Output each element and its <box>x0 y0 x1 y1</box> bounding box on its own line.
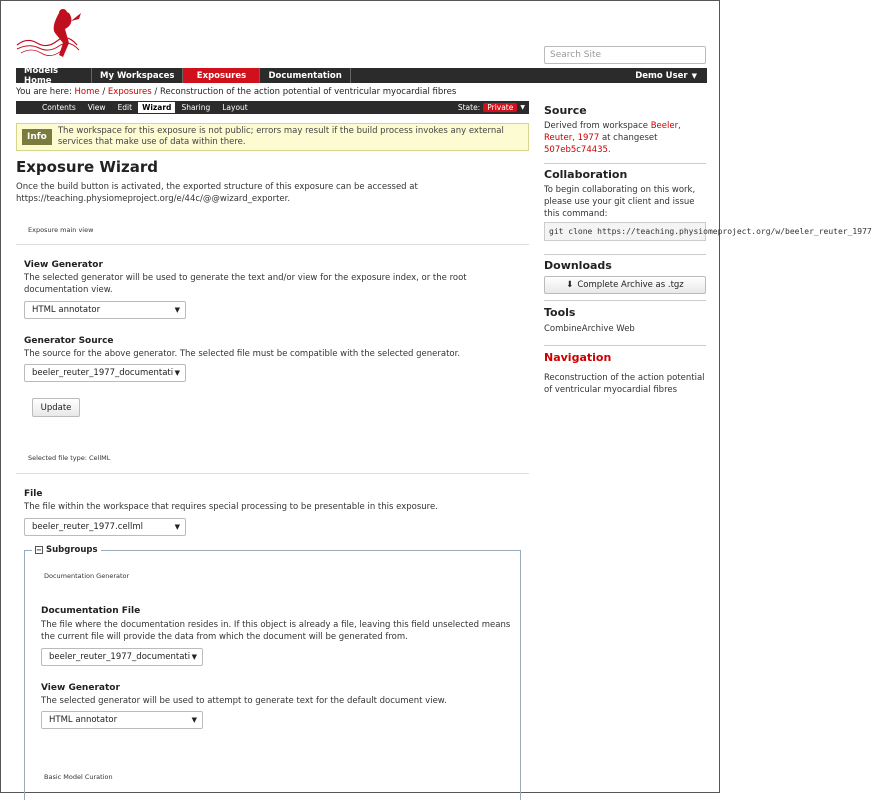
sub-view-generator-select[interactable] <box>41 711 203 729</box>
nav-documentation[interactable]: Documentation <box>260 68 350 83</box>
download-archive-button[interactable] <box>544 276 706 294</box>
chevron-down-icon: ▼ <box>174 369 180 377</box>
user-menu-label: Demo User <box>635 70 688 81</box>
update-button[interactable]: Update <box>32 398 80 417</box>
divider <box>16 244 529 245</box>
generator-source-select[interactable] <box>24 364 186 382</box>
divider <box>544 345 706 346</box>
divider <box>16 473 529 474</box>
source-changeset-link[interactable]: 507eb5c74435. <box>544 145 611 155</box>
breadcrumb-exposures[interactable]: Exposures <box>107 87 152 97</box>
search-input[interactable]: Search Site <box>544 46 706 64</box>
curation-label: Basic Model Curation <box>44 773 113 781</box>
file-desc: The file within the workspace that requires special processing to be presentable in this exposure. <box>24 502 438 512</box>
divider <box>544 254 706 255</box>
tab-edit[interactable]: Edit <box>117 103 133 112</box>
tab-view[interactable]: View <box>87 103 106 112</box>
doc-file-select[interactable] <box>41 648 203 666</box>
tools-heading: Tools <box>544 306 576 319</box>
tab-layout[interactable]: Layout <box>222 103 248 112</box>
selected-file-type: Selected file type: CellML <box>28 454 111 462</box>
sub-view-generator-value: HTML annotator <box>49 715 118 725</box>
info-message <box>16 123 529 151</box>
collaboration-text: To begin collaborating on this work, please use your git client and issue this command: <box>544 185 696 219</box>
sub-view-generator-title: View Generator <box>41 683 120 693</box>
caret-down-icon: ▼ <box>520 104 525 111</box>
generator-source-value: beeler_reuter_1977_documentati <box>32 368 174 378</box>
source-heading: Source <box>544 104 587 117</box>
file-select[interactable] <box>24 518 186 536</box>
wizard-intro-text: Once the build button is activated, the exported structure of this exposure can be accessed at <box>16 182 418 192</box>
breadcrumb-sep: / <box>102 87 106 97</box>
subgroups-toggle[interactable] <box>32 545 101 555</box>
view-generator-select[interactable] <box>24 301 186 319</box>
file-title: File <box>24 489 43 499</box>
physiome-logo[interactable] <box>15 7 85 63</box>
doc-file-title: Documentation File <box>41 606 141 616</box>
doc-file-desc: The file where the documentation resides in. If this object is already a file, leaving this field unselected means the current file will provide the data from which the document will be generated from. <box>41 620 511 642</box>
navigation-heading: Navigation <box>544 351 612 364</box>
breadcrumb-current: Reconstruction of the action potential of ventricular myocardial fibres <box>159 87 457 97</box>
nav-my-workspaces[interactable]: My Workspaces <box>92 68 183 83</box>
source-text-2: at changeset <box>601 133 658 143</box>
collaboration-heading: Collaboration <box>544 168 628 181</box>
nav-exposures[interactable]: Exposures <box>183 68 260 83</box>
source-workspace-link[interactable]: Beeler, Reuter, 1977 <box>544 121 681 143</box>
content-tabs <box>16 101 529 114</box>
downloads-heading: Downloads <box>544 259 612 272</box>
chevron-down-icon: ▼ <box>174 523 180 531</box>
state-label: State: <box>457 103 481 112</box>
main-view-label: Exposure main view <box>28 226 94 234</box>
view-generator-title: View Generator <box>24 260 103 270</box>
tab-sharing[interactable]: Sharing <box>181 103 211 112</box>
wizard-intro <box>16 181 529 205</box>
file-value: beeler_reuter_1977.cellml <box>32 522 144 532</box>
download-archive-label: Complete Archive as .tgz <box>577 280 684 290</box>
state-badge: Private <box>483 103 517 112</box>
chevron-down-icon: ▼ <box>174 306 180 314</box>
state-menu[interactable] <box>458 103 529 112</box>
source-text-1: Derived from workspace <box>544 121 648 131</box>
generator-source-title: Generator Source <box>24 336 114 346</box>
tab-contents[interactable]: Contents <box>42 103 76 112</box>
git-clone-command[interactable]: git clone https://teaching.physiomeproject.org/w/beeler_reuter_1977 <box>544 222 706 241</box>
user-menu[interactable] <box>627 68 707 83</box>
subgroups-legend: Subgroups <box>46 545 98 555</box>
generator-source-desc: The source for the above generator. The selected file must be compatible with the selected generator. <box>24 349 461 359</box>
chevron-down-icon: ▼ <box>191 653 197 661</box>
caret-down-icon: ▼ <box>691 71 697 80</box>
info-text: The workspace for this exposure is not public; errors may result if the build process invokes any external services that make use of data within there. <box>57 126 504 147</box>
page-title: Exposure Wizard <box>16 158 159 176</box>
breadcrumb-prefix: You are here: <box>16 87 72 97</box>
breadcrumb-sep: / <box>154 87 158 97</box>
divider <box>544 300 706 301</box>
source-text <box>544 120 709 156</box>
doc-generator-label: Documentation Generator <box>44 572 130 580</box>
info-label: Info <box>22 129 52 145</box>
doc-file-value: beeler_reuter_1977_documentati <box>49 652 191 662</box>
collapse-icon: − <box>36 546 42 554</box>
nav-models-home[interactable]: Models Home <box>16 68 92 83</box>
main-navigation <box>16 65 707 86</box>
chevron-down-icon: ▼ <box>191 716 197 724</box>
view-generator-desc: The selected generator will be used to generate the text and/or view for the exposure index, or the root documentation view. <box>24 273 467 295</box>
breadcrumb-home[interactable]: Home <box>74 87 100 97</box>
breadcrumb <box>16 87 456 97</box>
view-generator-value: HTML annotator <box>32 305 101 315</box>
tool-combinearchive-link[interactable]: CombineArchive Web <box>544 324 635 334</box>
subgroups-fieldset <box>24 550 521 800</box>
navigation-item[interactable]: Reconstruction of the action potential of ventricular myocardial fibres <box>544 373 705 395</box>
download-icon: ⬇ <box>566 280 574 290</box>
tab-wizard[interactable]: Wizard <box>138 102 175 113</box>
divider <box>544 163 706 164</box>
sub-view-generator-desc: The selected generator will be used to attempt to generate text for the default document view. <box>41 696 447 706</box>
wizard-export-url: https://teaching.physiomeproject.org/e/44c/@@wizard_exporter. <box>16 194 291 204</box>
